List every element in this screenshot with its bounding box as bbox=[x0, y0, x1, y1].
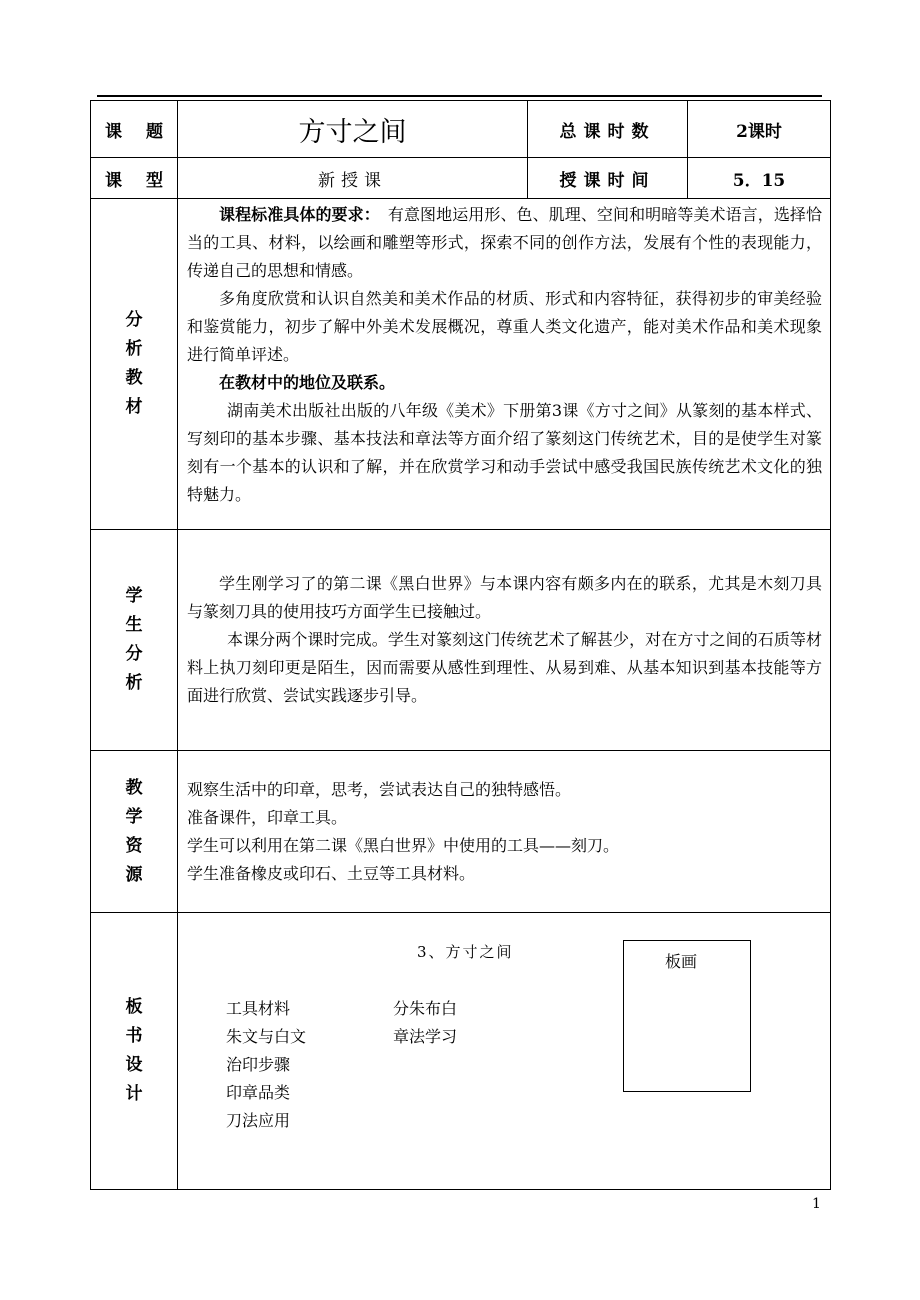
row-topic bbox=[91, 101, 831, 158]
board-heading: 3、方寸之间 bbox=[417, 943, 514, 961]
board-column-left bbox=[226, 995, 306, 1135]
curriculum-heading: 课程标准具体的要求： bbox=[219, 205, 372, 224]
board-item: 印章品类 bbox=[226, 1083, 291, 1102]
board-item: 刀法应用 bbox=[226, 1111, 291, 1130]
board-content bbox=[178, 913, 831, 1190]
board-box-label: 板画 bbox=[665, 952, 698, 971]
lesson-plan-table bbox=[90, 100, 831, 1190]
resources-label bbox=[91, 751, 178, 913]
board-item: 治印步骤 bbox=[226, 1055, 291, 1074]
resource-line: 准备课件，印章工具。 bbox=[187, 807, 348, 827]
textbook-paragraph: 湖南美术出版社出版的八年级《美术》下册第3课《方寸之间》从篆刻的基本样式、写刻印的基本步骤、基本技法和章法等方面介绍了篆刻这门传统艺术，目的是使学生对篆刻有一个基本的认识和了解，并在欣赏学习和动手尝试中感受我国民族传统艺术文化的独特魅力。 bbox=[187, 401, 822, 504]
board-item: 分朱布白 bbox=[393, 999, 458, 1018]
type-value: 新授课 bbox=[178, 158, 528, 199]
label-char: 设 bbox=[125, 1055, 143, 1075]
label-char: 教 bbox=[125, 368, 143, 388]
label-char: 分 bbox=[125, 644, 143, 664]
label-char: 学 bbox=[125, 806, 143, 827]
students-paragraph-2: 本课分两个课时完成。学生对篆刻这门传统艺术了解甚少，对在方寸之间的石质等材料上执刀刻印更是陌生，因而需要从感性到理性、从易到难、从基本知识到基本技能等方面进行欣赏、尝试实践逐步引导。 bbox=[187, 630, 822, 705]
header-rule bbox=[97, 95, 822, 97]
label-char: 学 bbox=[125, 586, 143, 606]
row-students bbox=[91, 530, 831, 751]
row-analysis bbox=[91, 199, 831, 530]
students-content bbox=[178, 530, 831, 751]
board-item: 朱文与白文 bbox=[226, 1027, 307, 1046]
board-column-right bbox=[393, 995, 457, 1051]
resource-line: 学生可以利用在第二课《黑白世界》中使用的工具——刻刀。 bbox=[187, 835, 620, 855]
type-label: 课 型 bbox=[91, 158, 178, 199]
analysis-label bbox=[91, 199, 178, 530]
curriculum-paragraph bbox=[187, 201, 822, 285]
resource-line: 观察生活中的印章，思考，尝试表达自己的独特感悟。 bbox=[187, 779, 572, 799]
board-drawing-box bbox=[623, 940, 751, 1092]
total-hours-value: 2课时 bbox=[688, 101, 831, 158]
label-char: 资 bbox=[125, 835, 143, 856]
resources-content bbox=[178, 751, 831, 913]
label-char: 书 bbox=[125, 1026, 143, 1046]
row-board bbox=[91, 913, 831, 1190]
resource-line: 学生准备橡皮或印石、土豆等工具材料。 bbox=[187, 863, 476, 883]
label-char: 源 bbox=[125, 864, 143, 885]
board-label bbox=[91, 913, 178, 1190]
appreciation-paragraph: 多角度欣赏和认识自然美和美术作品的材质、形式和内容特征，获得初步的审美经验和鉴赏能力，初步了解中外美术发展概况，尊重人类文化遗产，能对美术作品和美术现象进行简单评述。 bbox=[187, 289, 822, 364]
analysis-content bbox=[178, 199, 831, 530]
total-hours-label: 总课时数 bbox=[528, 101, 688, 158]
label-char: 分 bbox=[125, 310, 143, 330]
topic-value: 方寸之间 bbox=[178, 101, 528, 158]
position-heading: 在教材中的地位及联系。 bbox=[219, 373, 396, 392]
label-char: 析 bbox=[125, 339, 143, 359]
label-char: 板 bbox=[125, 997, 143, 1017]
label-char: 教 bbox=[125, 777, 143, 798]
row-resources bbox=[91, 751, 831, 913]
row-type bbox=[91, 158, 831, 199]
label-char: 析 bbox=[125, 673, 143, 693]
curriculum-text: 有意图地运用形、色、肌理、空间和明暗等美术语言，选择恰当的工具、材料，以绘画和雕塑等形式，探索不同的创作方法，发展有个性的表现能力，传递自己的思想和情感。 bbox=[187, 205, 822, 280]
board-layout bbox=[178, 913, 830, 1189]
time-value: 5．15 bbox=[688, 158, 831, 199]
label-char: 材 bbox=[125, 397, 143, 417]
time-label: 授课时间 bbox=[528, 158, 688, 199]
board-item: 章法学习 bbox=[393, 1027, 458, 1046]
label-char: 生 bbox=[125, 615, 143, 635]
students-label bbox=[91, 530, 178, 751]
board-item: 工具材料 bbox=[226, 999, 291, 1018]
label-char: 计 bbox=[125, 1084, 143, 1104]
students-paragraph-1: 学生刚学习了的第二课《黑白世界》与本课内容有颇多内在的联系，尤其是木刻刀具与篆刻刀具的使用技巧方面学生已接触过。 bbox=[187, 574, 822, 621]
page-number: 1 bbox=[812, 1196, 821, 1212]
topic-label: 课 题 bbox=[91, 101, 178, 158]
